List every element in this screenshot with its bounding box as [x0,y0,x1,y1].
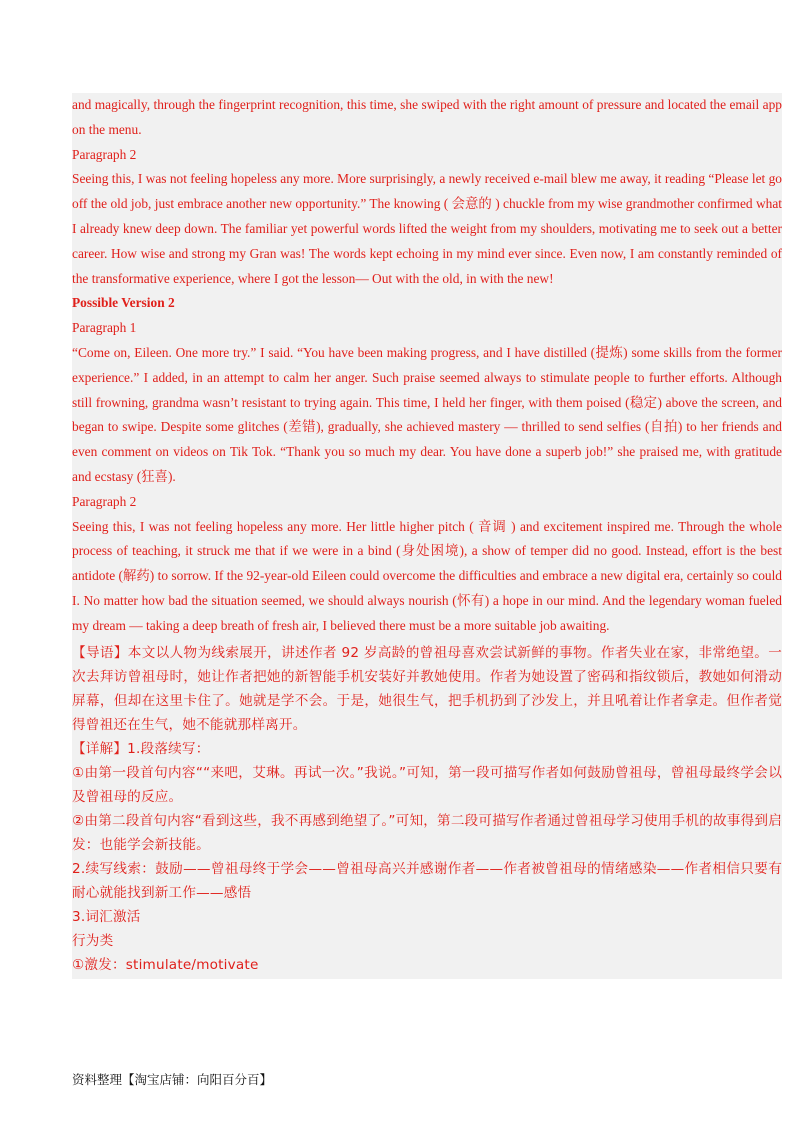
version1-paragraph2-label: Paragraph 2 [72,146,137,162]
version2-paragraph2-text: Seeing this, I was not feeling hopeless any more. Her little higher pitch ( 音调 ) and excitement inspired me. Through the whole process of teaching, it struck me that if we were in a bind (身处困境), a show of temper did no good. Instead, effort is the best antidote (解药) to sorrow. If the 92-year-old Eileen could overcome the difficulties and embrace a new digital era, certainly so could I. No matter how bad the situation seemed, we should always nourish (怀有) a hope in our mind. And the legendary woman fueled my dream — taking a deep breath of fresh air, I believed there must be a more suitable job awaiting. [72,518,782,633]
xiangjie-heading: 【详解】1.段落续写： [72,740,210,757]
version1-paragraph1-tail: and magically, through the fingerprint recognition, this time, she swiped with the right amount of pressure and located the email app on the menu. [72,97,782,137]
document-body [72,93,782,979]
version1-paragraph2-text: Seeing this, I was not feeling hopeless any more. More surprisingly, a newly received e-mail blew me away, it reading “Please let go off the old job, just embrace another new opportunity.” The knowing ( 会意的 ) chuckle from my wise grandmother confirmed what I already knew deep down. The familiar yet powerful words lifted the weight from my shoulders, motivating me to seek out a better career. How wise and strong my Gran was! The words kept echoing in my mind ever since. Even now, I am constantly reminded of the transformative experience, where I got the lesson— Out with the old, in with the new! [72,171,782,286]
vocab-category: 行为类 [72,932,114,949]
version2-heading: Possible Version 2 [72,295,175,311]
vocab-heading: 3.词汇激活 [72,908,141,925]
analysis-point-2: ②由第二段首句内容“看到这些，我不再感到绝望了。”可知，第二段可描写作者通过曾祖母学习使用手机的故事得到启发：也能学会新技能。 [72,812,782,853]
analysis-point-1: ①由第一段首句内容““来吧，艾琳。再试一次。”我说。”可知，第一段可描写作者如何鼓励曾祖母，曾祖母最终学会以及曾祖母的反应。 [72,764,782,805]
vocab-item-1: ①激发：stimulate/motivate [72,956,259,973]
version2-paragraph2-label: Paragraph 2 [72,493,137,509]
page-footer: 资料整理【淘宝店铺：向阳百分百】 [72,1072,273,1087]
version2-paragraph1-label: Paragraph 1 [72,320,137,336]
daoyu-section: 【导语】本文以人物为线索展开，讲述作者 92 岁高龄的曾祖母喜欢尝试新鲜的事物。作者失业在家，非常绝望。一次去拜访曾祖母时，她让作者把她的新智能手机安装好并教她使用。作者为她设置了密码和指纹锁后，教她如何滑动屏幕，但却在这里卡住了。她就是学不会。于是，她很生气，把手机扔到了沙发上，并且吼着让作者拿走。但作者觉得曾祖还在生气，她不能就那样离开。 [72,644,782,733]
version2-paragraph1-text: “Come on, Eileen. One more try.” I said. “You have been making progress, and I have distilled (提炼) some skills from the former experience.” I added, in an attempt to calm her anger. Such praise seemed always to stimulate people to further efforts. Although still frowning, grandma wasn’t resistant to trying again. This time, I held her finger, with them poised (稳定) above the screen, and began to swipe. Despite some glitches (差错), gradually, she achieved mastery — thrilled to send selfies (自拍) to her friends and even comment on videos on Tik Tok. “Thank you so much my dear. You have done a superb job!” she praised me, with gratitude and ecstasy (狂喜). [72,344,782,484]
writing-clue: 2.续写线索：鼓励——曾祖母终于学会——曾祖母高兴并感谢作者——作者被曾祖母的情绪感染——作者相信只要有耐心就能找到新工作——感悟 [72,860,782,901]
